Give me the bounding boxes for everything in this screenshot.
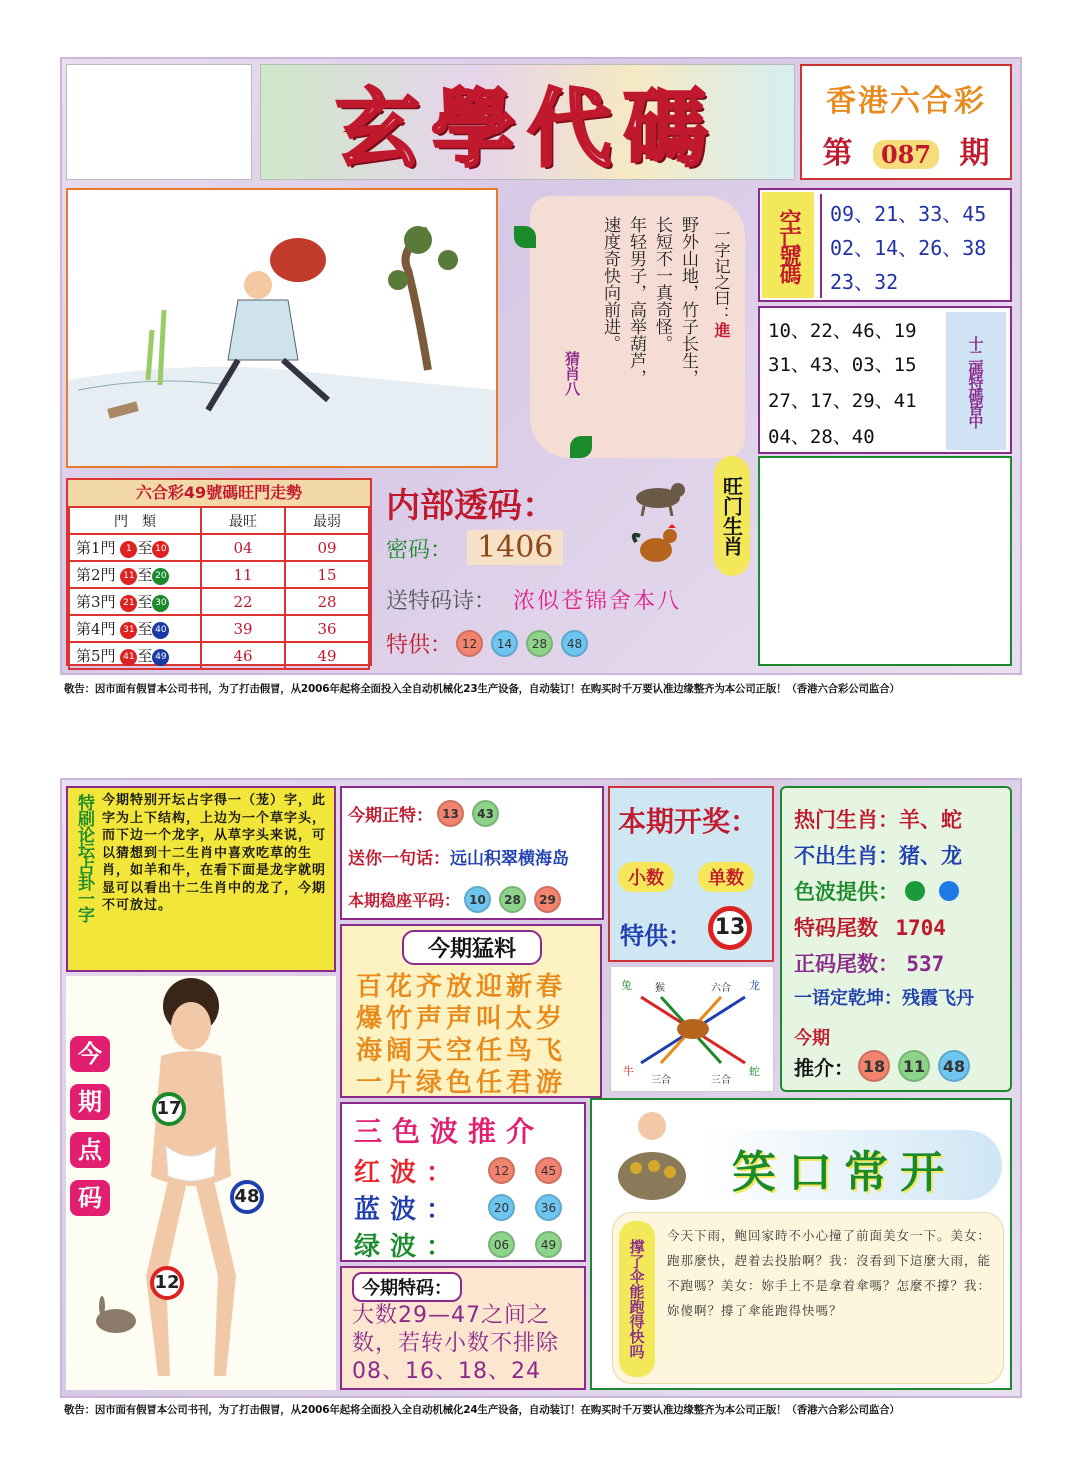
door-to-ball: 30 — [152, 595, 169, 612]
zhengte-ball: 13 — [437, 800, 464, 827]
door-name: 第2門 — [76, 566, 116, 584]
poem-line-2: 长短不一真奇怪。 — [652, 216, 672, 352]
door-max: 04 — [201, 534, 285, 561]
tuijie-row — [794, 1050, 974, 1082]
door-to-ball: 20 — [152, 568, 169, 585]
poem-answer: 進 — [712, 322, 731, 338]
model-ball: 17 — [152, 1092, 186, 1126]
title-banner — [260, 64, 795, 180]
door-header-min: 最弱 — [285, 507, 369, 534]
draw-special-label: 特供： — [620, 922, 692, 950]
wave-ball: 36 — [535, 1194, 562, 1221]
poem-line-1: 野外山地，竹子长生， — [678, 216, 698, 386]
poem-title-text: 一字记之曰： — [712, 226, 731, 322]
joke-content — [612, 1212, 1004, 1384]
compass-label: 三合 — [711, 1075, 731, 1086]
tail-row — [794, 912, 946, 942]
brand-label: 香港六合彩 — [826, 84, 986, 119]
yiyu-value: 残霞飞丹 — [902, 988, 974, 1009]
forum-box — [66, 786, 336, 972]
compass-label: 兔 — [621, 979, 632, 992]
door-to-word: 至 — [137, 566, 153, 584]
compass-box — [610, 966, 774, 1092]
poem-line-4: 速度奇快向前进。 — [600, 216, 620, 352]
yijuhua-row — [348, 844, 569, 869]
rooster-icon — [630, 522, 686, 570]
model-area — [66, 976, 336, 1390]
green-dot — [905, 881, 925, 901]
wave-row — [354, 1189, 566, 1226]
door-table-row — [69, 588, 369, 615]
wolf-icon — [630, 476, 686, 516]
point-label-1: 今 — [70, 1036, 110, 1072]
wave-ball: 20 — [488, 1194, 515, 1221]
kongwang-line-1: 09、21、33、45 — [830, 202, 987, 226]
door-max: 46 — [201, 642, 285, 669]
wave-ball: 06 — [488, 1231, 515, 1258]
twelve-numbers-box — [758, 306, 1012, 454]
yijuhua-value: 远山积翠横海岛 — [450, 849, 569, 869]
door-name: 第5門 — [76, 647, 116, 665]
teme-text: 大数29—47之间之数，若转小数不排除08、16、18、24 — [352, 1303, 560, 1384]
door-cell — [69, 588, 201, 615]
poem-tag: 猜肖八 — [563, 351, 581, 396]
zheng-tail-value: 537 — [906, 952, 945, 976]
wave-title: 三色波推介 — [354, 1115, 545, 1148]
password-value: 1406 — [467, 530, 563, 565]
menglia-title: 今期猛料 — [402, 930, 542, 965]
pingma-ball: 10 — [464, 886, 491, 913]
joke-box — [590, 1098, 1012, 1390]
top-warning: 敬告：因市面有假冒本公司书刊，为了打击假冒，从2006年起将全面投入全自动机械化23生产设备，自动装订！在购买时千万要认准边缘整齐为本公司正版！（香港六合彩公司监合） — [64, 683, 900, 695]
issue-number: 087 — [873, 140, 939, 169]
tail-value: 1704 — [895, 916, 946, 940]
pingma-ball: 29 — [534, 886, 561, 913]
special-row — [386, 628, 592, 659]
wave-row-label: 红波： — [354, 1158, 463, 1188]
kongwang-box — [758, 188, 1012, 302]
zhengte-label: 今期正特： — [348, 806, 433, 826]
poem-send-label: 送特码诗： — [386, 589, 497, 614]
kongwang-line-3: 23、32 — [830, 270, 899, 294]
joke-side: 撑了伞能跑得快吗 — [619, 1221, 655, 1377]
door-from-ball: 21 — [120, 595, 137, 612]
menglia-line-1: 百花齐放迎新春 — [356, 972, 567, 1002]
draw-tag: 单数 — [698, 862, 754, 892]
menglia-line-4: 一片绿色任君游 — [356, 1068, 567, 1098]
compass-label: 六合 — [711, 983, 731, 994]
door-from-ball: 11 — [120, 568, 137, 585]
kongwang-label: 空亡號碼 — [762, 192, 814, 298]
password-label: 密码： — [386, 538, 453, 563]
draw-tag: 小数 — [618, 862, 674, 892]
blank-green-box — [758, 456, 1012, 666]
scroll-leaf-icon — [570, 436, 592, 458]
tuijie-ball: 48 — [938, 1050, 970, 1082]
door-max: 11 — [201, 561, 285, 588]
bottom-warning: 敬告：因市面有假冒本公司书刊，为了打击假冒，从2006年起将全面投入全自动机械化24生产设备，自动装订！在购买时千万要认准边缘整齐为本公司正版！（香港六合彩公司监合） — [64, 1404, 900, 1416]
point-label-4: 码 — [70, 1180, 110, 1216]
yiyu-label: 一语定乾坤： — [794, 988, 902, 1009]
pingma-ball: 28 — [499, 886, 526, 913]
hot-row — [794, 804, 962, 834]
twelve-line-4: 04、28、40 — [768, 426, 875, 448]
door-to-ball: 10 — [152, 541, 169, 558]
poem-scroll — [530, 196, 745, 458]
tuijie-ball: 18 — [858, 1050, 890, 1082]
door-min: 15 — [285, 561, 369, 588]
zhengte-row — [348, 800, 503, 827]
nocome-value: 猪、龙 — [899, 844, 962, 868]
twelve-line-1: 10、22、46、19 — [768, 320, 917, 342]
poem-send-value: 浓似苍锦舍本八 — [513, 589, 682, 614]
hot-value: 羊、蛇 — [899, 808, 962, 832]
door-table-row — [69, 615, 369, 642]
point-label-2: 期 — [70, 1084, 110, 1120]
password-row — [386, 530, 563, 565]
money-bag-icon — [612, 1110, 692, 1200]
tuijie-label: 推介： — [794, 1055, 854, 1080]
wave-row — [354, 1226, 566, 1263]
compass-label: 三合 — [651, 1075, 671, 1086]
door-to-word: 至 — [137, 620, 153, 638]
door-table-row — [69, 534, 369, 561]
poem-line-3: 年轻男子，高举葫芦， — [626, 216, 646, 386]
compass-label: 猴 — [655, 983, 665, 994]
door-table-row — [69, 561, 369, 588]
compass-label: 龙 — [749, 979, 760, 992]
issue-suffix: 期 — [959, 136, 990, 171]
door-to-ball: 49 — [152, 649, 169, 666]
door-table-box — [66, 478, 372, 666]
door-to-word: 至 — [137, 539, 153, 557]
door-cell — [69, 615, 201, 642]
page-title: 玄學代碼 — [335, 78, 720, 178]
model-ball: 12 — [150, 1266, 184, 1300]
door-max: 22 — [201, 588, 285, 615]
menglia-box — [340, 924, 602, 1098]
special-ball: 28 — [526, 630, 553, 657]
yiyu-row — [794, 984, 974, 1010]
door-name: 第1門 — [76, 539, 116, 557]
door-min: 28 — [285, 588, 369, 615]
point-label-3: 点 — [70, 1132, 110, 1168]
tuijie-ball: 11 — [898, 1050, 930, 1082]
door-cell — [69, 534, 201, 561]
wave-ball: 49 — [535, 1231, 562, 1258]
wave-row-label: 绿波： — [354, 1232, 463, 1262]
kongwang-line-2: 02、14、26、38 — [830, 236, 987, 260]
door-table — [68, 506, 370, 670]
zhengte-ball: 43 — [472, 800, 499, 827]
model-ball: 48 — [230, 1180, 264, 1214]
poem-title — [710, 226, 733, 338]
compass-label: 牛 — [623, 1065, 634, 1078]
door-from-ball: 1 — [120, 541, 137, 558]
nocome-label: 不出生肖： — [794, 844, 899, 868]
door-cell — [69, 561, 201, 588]
nocome-row — [794, 840, 962, 870]
pingma-row — [348, 886, 565, 913]
door-header-max: 最旺 — [201, 507, 285, 534]
twelve-line-2: 31、43、03、15 — [768, 354, 917, 376]
draw-title: 本期开奖： — [618, 805, 759, 838]
issue-line — [802, 128, 1010, 172]
special-ball: 12 — [456, 630, 483, 657]
special-ball: 14 — [491, 630, 518, 657]
hot-zodiac-box — [780, 786, 1012, 1092]
teme-box — [340, 1266, 586, 1390]
special-ball: 48 — [561, 630, 588, 657]
wave-ball: 12 — [488, 1157, 515, 1184]
door-to-ball: 40 — [152, 622, 169, 639]
menglia-line-3: 海阔天空任鸟飞 — [356, 1036, 567, 1066]
door-table-row — [69, 642, 369, 669]
forum-text: 今期特别开坛占字得一（茏）字，此字为上下结构，上边为一个草字头，而下边一个龙字，从草字头来说，可以猜想到十二生肖中喜欢吃草的生肖，如羊和牛，在看下面是龙字就明显可以看出十二生肖中的龙了，今期不可放过。 — [102, 793, 327, 913]
zheng-tail-row — [794, 948, 944, 978]
twelve-line-3: 27、17、29、41 — [768, 390, 917, 412]
door-to-word: 至 — [137, 593, 153, 611]
wave-box — [340, 1102, 586, 1262]
man-carrying-gourd-illustration — [68, 190, 496, 466]
twelve-label: 十二碼特碼皆中 — [946, 312, 1006, 450]
blue-dot — [939, 881, 959, 901]
wave-row — [794, 876, 959, 906]
zhengte-box — [340, 786, 604, 920]
poem-send-row — [386, 584, 681, 615]
zheng-tail-label: 正码尾数： — [794, 952, 899, 976]
door-min: 36 — [285, 615, 369, 642]
illustration-box — [66, 188, 498, 468]
door-table-title: 六合彩49號碼旺門走勢 — [68, 480, 370, 506]
forum-label: 特刷论坛占卦一字 — [74, 794, 94, 922]
wave-row — [354, 1152, 566, 1189]
door-to-word: 至 — [137, 647, 153, 665]
issue-box — [800, 64, 1012, 180]
door-header-type: 門 類 — [69, 507, 201, 534]
door-min: 09 — [285, 534, 369, 561]
inside-code-panel — [380, 472, 750, 668]
wave-row-label: 蓝波： — [354, 1195, 463, 1225]
door-from-ball: 31 — [120, 622, 137, 639]
door-from-ball: 41 — [120, 649, 137, 666]
joke-text: 今天下雨，鲍回家時不小心撞了前面美女一下。美女：跑那麼快，趕着去投胎啊？我：沒看到下這麼大雨，能不跑嗎？美女：妳手上不是拿着傘嗎？怎麼不撐？我：妳傻啊？撐了傘能跑得快嗎？ — [667, 1228, 992, 1318]
yijuhua-label: 送你一句话： — [348, 849, 450, 869]
menglia-line-2: 爆竹声声叫太岁 — [356, 1004, 567, 1034]
door-name: 第3門 — [76, 593, 116, 611]
tail-label: 特码尾数 — [794, 916, 878, 940]
teme-title: 今期特码： — [352, 1272, 462, 1302]
draw-special-ball: 13 — [708, 906, 752, 950]
door-cell — [69, 642, 201, 669]
draw-box — [608, 786, 774, 962]
wang-label: 旺门生肖 — [714, 456, 750, 576]
wave-ball: 45 — [535, 1157, 562, 1184]
pingma-label: 本期稳座平码： — [348, 891, 461, 910]
inside-title: 内部透码： — [386, 486, 556, 526]
scroll-leaf-icon — [514, 226, 536, 248]
door-min: 49 — [285, 642, 369, 669]
door-max: 39 — [201, 615, 285, 642]
wave-label: 色波提供： — [794, 880, 899, 904]
tuijie-prefix: 今期 — [794, 1028, 830, 1049]
special-label: 特供： — [386, 633, 453, 658]
blank-corner-box — [66, 64, 252, 180]
joke-title: 笑口常开 — [732, 1147, 956, 1198]
compass-label: 蛇 — [749, 1065, 760, 1078]
door-name: 第4門 — [76, 620, 116, 638]
issue-prefix: 第 — [822, 136, 853, 171]
hot-label: 热门生肖： — [794, 808, 899, 832]
